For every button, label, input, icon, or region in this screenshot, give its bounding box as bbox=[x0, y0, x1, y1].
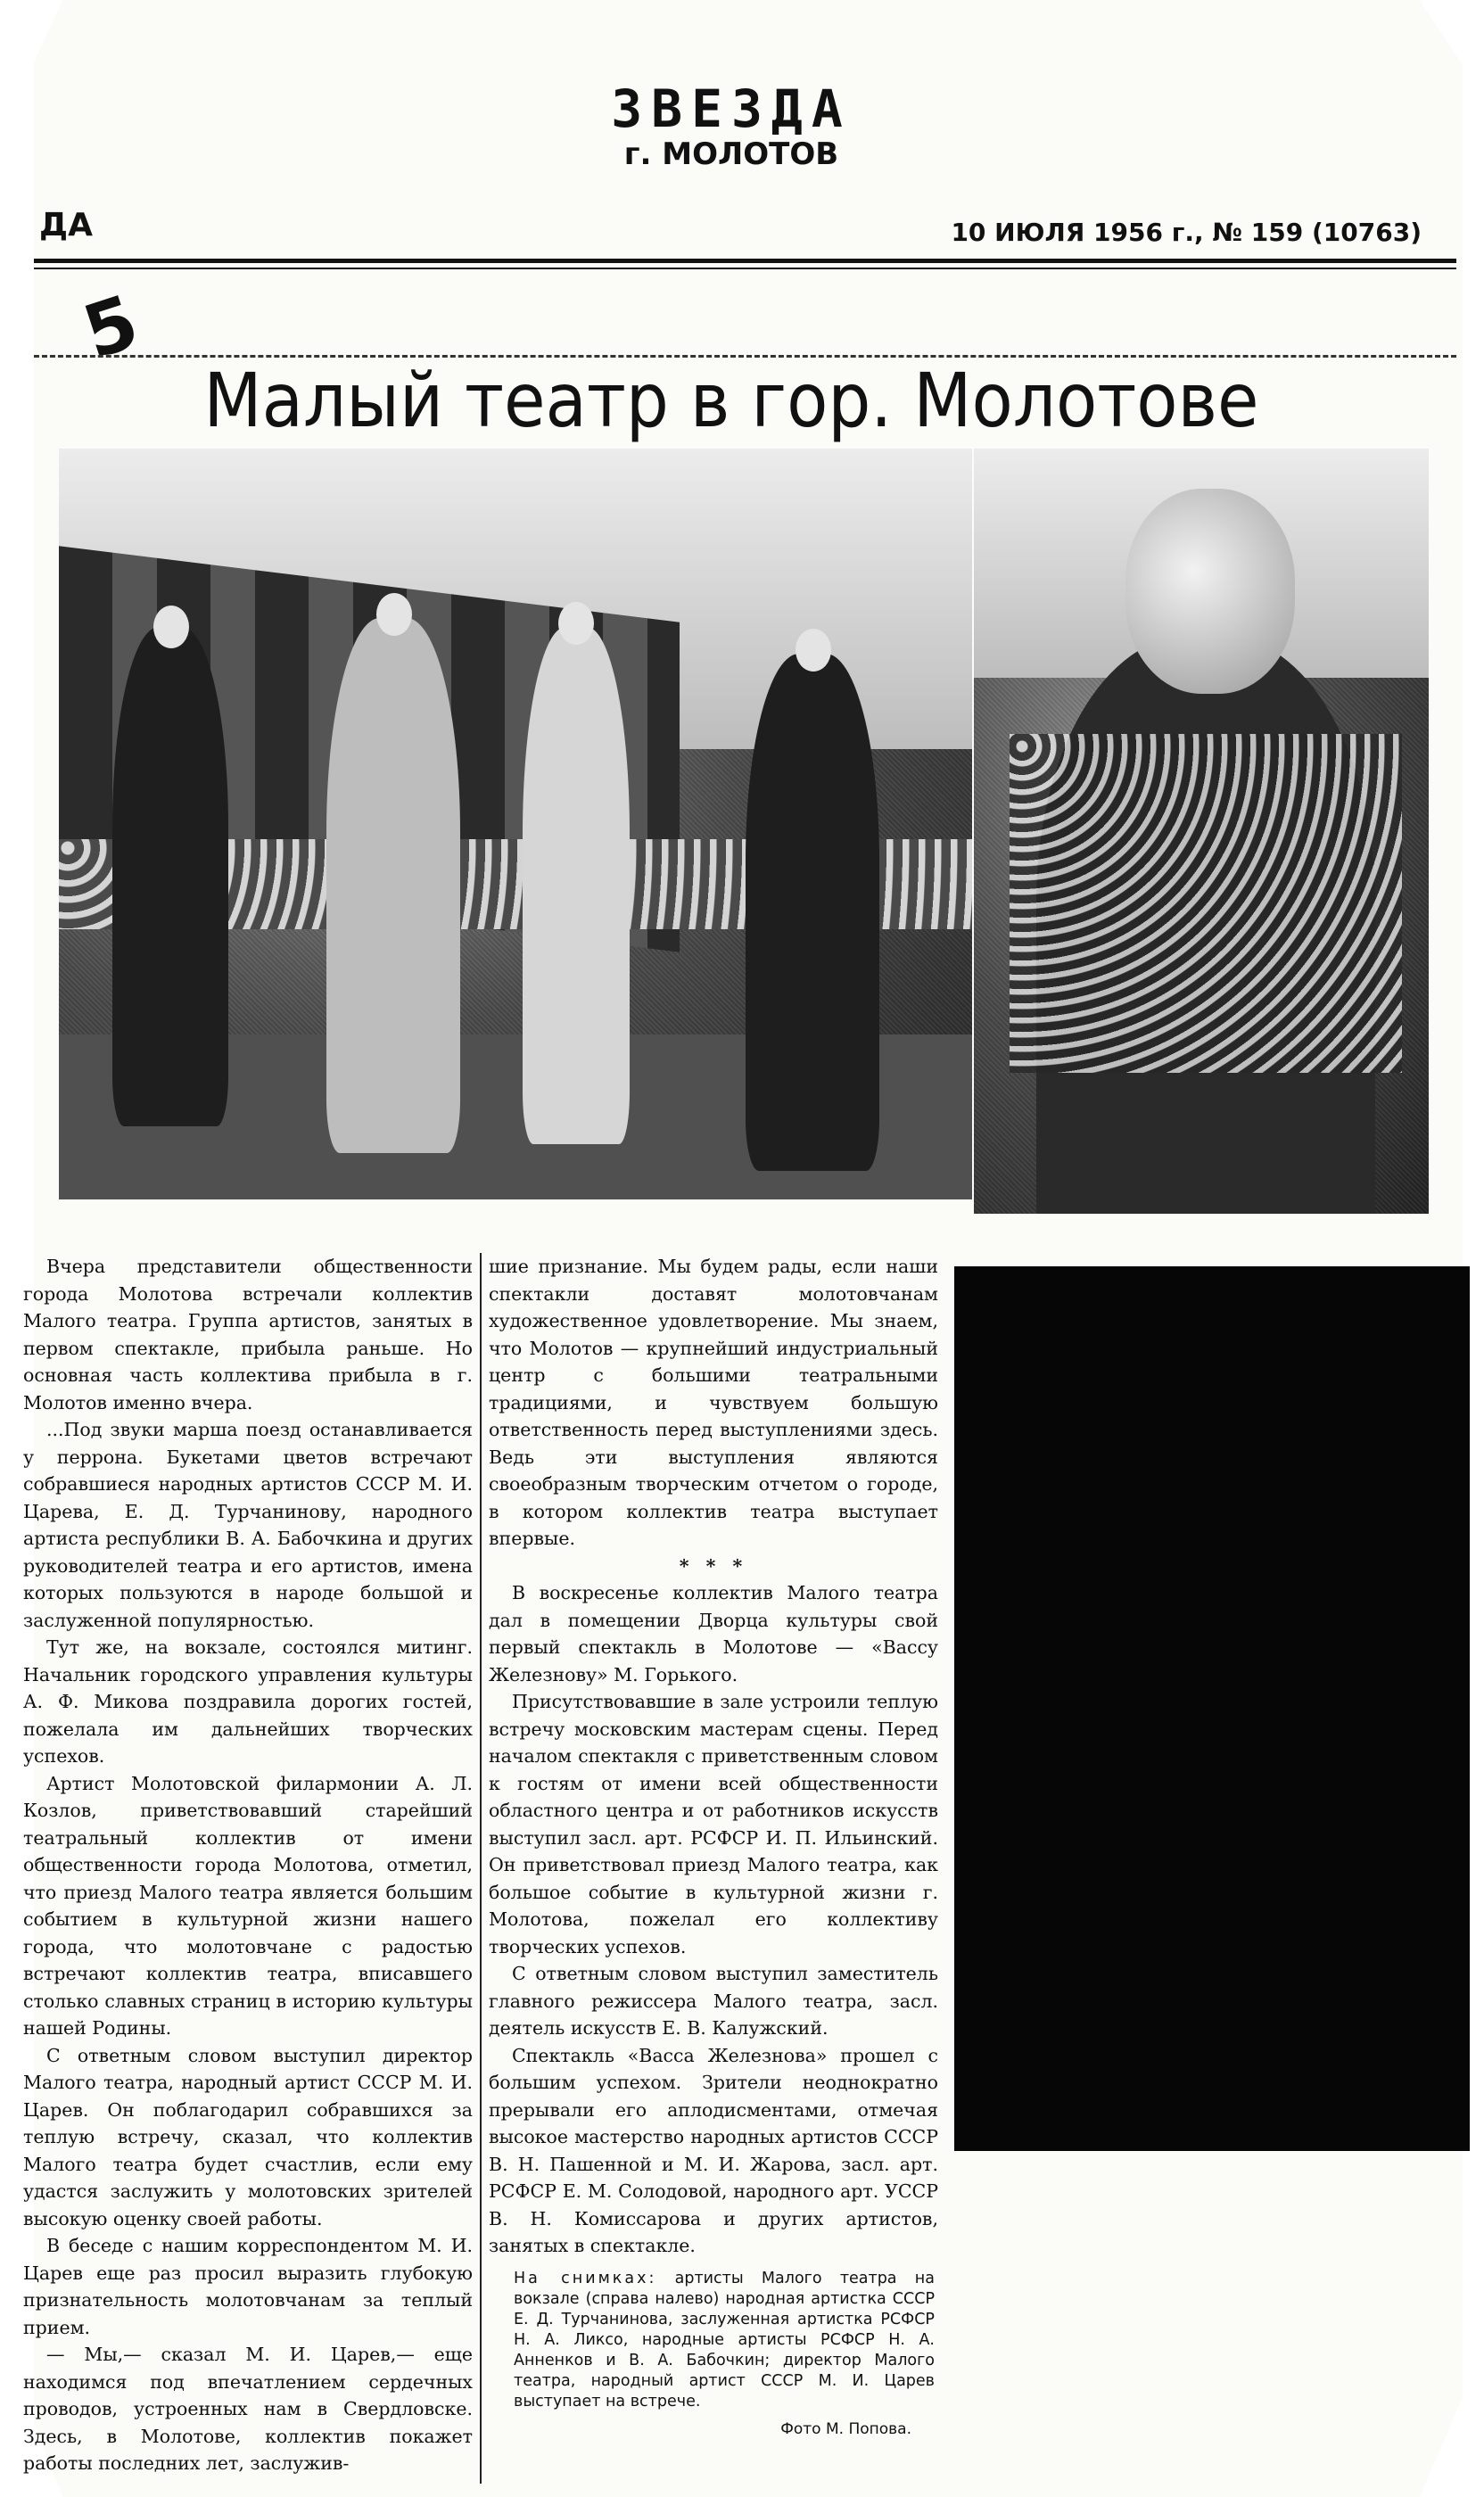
paragraph: Спектакль «Васса Железнова» прошел с большим успехом. Зрители неоднократно прерывали его аплодисментами, отмечая высокое мастерство народных артистов СССР В. Н. Пашенной и М. И. Жарова, засл. арт. РСФСР Е. М. Солодовой, народного арт. УССР В. Н. Комиссарова и других артистов, занятых в спектакле. bbox=[489, 2044, 938, 2256]
person-head bbox=[558, 602, 594, 645]
paragraph: Вчера представители общественности города Молотова встречали коллектив Малого театра. Группа артистов, занятых в первом спектакле, прибыла раньше. Но основная часть коллектива прибыла в г. Молотов именно вчера. bbox=[23, 1256, 473, 1413]
person-head bbox=[376, 593, 412, 636]
paragraph: В беседе с нашим корреспондентом М. И. Царев еще раз просил выразить глубокую признательность молотовчанам за теплый прием. bbox=[23, 2235, 473, 2338]
person-head bbox=[153, 606, 189, 648]
flowers-bouquet bbox=[1010, 734, 1402, 1073]
paragraph: — Мы,— сказал М. И. Царев,— еще находимся под впечатлением сердечных проводов, устроенных нам в Свердловске. Здесь, в Молотове, коллектив покажет работы последних лет, заслужив- bbox=[23, 2344, 473, 2474]
handwritten-mark: 5 bbox=[73, 279, 149, 376]
paragraph: С ответным словом выступил директор Малого театра, народный артист СССР М. И. Царев. Он поблагодарил собравшихся за теплую встречу, сказал, что коллектив Малого театра будет счастлив, если ему удастся заслужить у молотовских зрителей высокую оценку своей работы. bbox=[23, 2044, 473, 2229]
person-figure bbox=[112, 627, 228, 1126]
photo-credit: Фото М. Попова. bbox=[780, 2419, 911, 2438]
person-figure bbox=[326, 618, 460, 1153]
caption-text: артисты Малого театра на вокзале (справа налево) народная артистка СССР Е. Д. Турчанинова, заслуженная артистка РСФСР Н. А. Ликсо, народные артисты РСФСР Н. А. Анненков и В. А. Бабочкин; директор Малого театра, народный артист СССР М. И. Царев выступает на встрече. bbox=[514, 2269, 935, 2410]
caption-lead: На снимках: bbox=[514, 2269, 657, 2287]
paragraph: Тут же, на вокзале, состоялся митинг. Начальник городского управления культуры А. Ф. Микова поздравила дорогих гостей, пожелала им дальнейших творческих успехов. bbox=[23, 1636, 473, 1767]
person-head bbox=[796, 629, 831, 672]
masthead-rule-thin bbox=[34, 268, 1456, 269]
section-separator: * * * bbox=[679, 1554, 748, 1577]
clipping-background bbox=[954, 1266, 1470, 2151]
paragraph: шие признание. Мы будем рады, если наши спектакли доставят молотовчанам художественное удовлетворение. Мы знаем, что Молотов — крупнейший индустриальный центр с большими театральными традициями, и чувствуем большую ответственность перед выступлениями здесь. Ведь эти выступления являются своеобразным творческим отчетом о городе, в котором коллектив театра выступает впервые. bbox=[489, 1256, 938, 1549]
paragraph: Артист Молотовской филармонии А. Л. Козлов, приветствовавший старейший театральный коллектив от имени общественности города Молотова, отметил, что приезд Малого театра является большим событием в культурной жизни нашего города, что молотовчане с радостью встречают коллектив театра, вписавшего столько славных страниц в историю культуры нашей Родины. bbox=[23, 1772, 473, 2039]
article-column-1 bbox=[23, 1253, 473, 2477]
issue-date: 10 ИЮЛЯ 1956 г., № 159 (10763) bbox=[951, 218, 1422, 247]
paragraph: С ответным словом выступил заместитель главного режиссера Малого театра, засл. деятель искусств Е. В. Калужский. bbox=[489, 1963, 938, 2039]
photo-speaker-with-flowers bbox=[974, 449, 1429, 1214]
photo-station-arrival bbox=[59, 449, 972, 1199]
masthead-fragment: ДА bbox=[39, 207, 93, 243]
article-column-2 bbox=[489, 1253, 938, 2443]
person-figure bbox=[523, 627, 630, 1144]
masthead bbox=[571, 80, 892, 171]
paragraph: ...Под звуки марша поезд останавливается у перрона. Букетами цветов встречают собравшиеся народных артистов СССР М. И. Царева, Е. Д. Турчанинову, народного артиста республики В. А. Бабочкина и других руководителей театра и его артистов, имена которых пользуются в народе большой и заслуженной популярностью. bbox=[23, 1419, 473, 1631]
column-divider bbox=[480, 1253, 482, 2484]
paragraph: Присутствовавшие в зале устроили теплую встречу московским мастерам сцены. Перед началом спектакля с приветственным словом к гостям от имени всей общественности областного центра и от работников искусств выступил засл. арт. РСФСР И. П. Ильинский. Он приветствовал приезд Малого театра, как большое событие в культурной жизни г. Молотова, пожелал его коллективу творческих успехов. bbox=[489, 1691, 938, 1957]
newspaper-city: г. МОЛОТОВ bbox=[623, 136, 839, 172]
speaker-head bbox=[1125, 489, 1295, 694]
person-figure bbox=[746, 654, 879, 1171]
paragraph: В воскресенье коллектив Малого театра дал в помещении Дворца культуры свой первый спектакль в Молотове — «Вассу Железнову» М. Горького. bbox=[489, 1582, 938, 1685]
photo-caption bbox=[489, 2269, 938, 2412]
newspaper-title: ЗВЕЗДА bbox=[611, 78, 852, 139]
masthead-rule bbox=[34, 259, 1456, 263]
article-headline: Малый театр в гор. Молотове bbox=[203, 357, 1259, 445]
